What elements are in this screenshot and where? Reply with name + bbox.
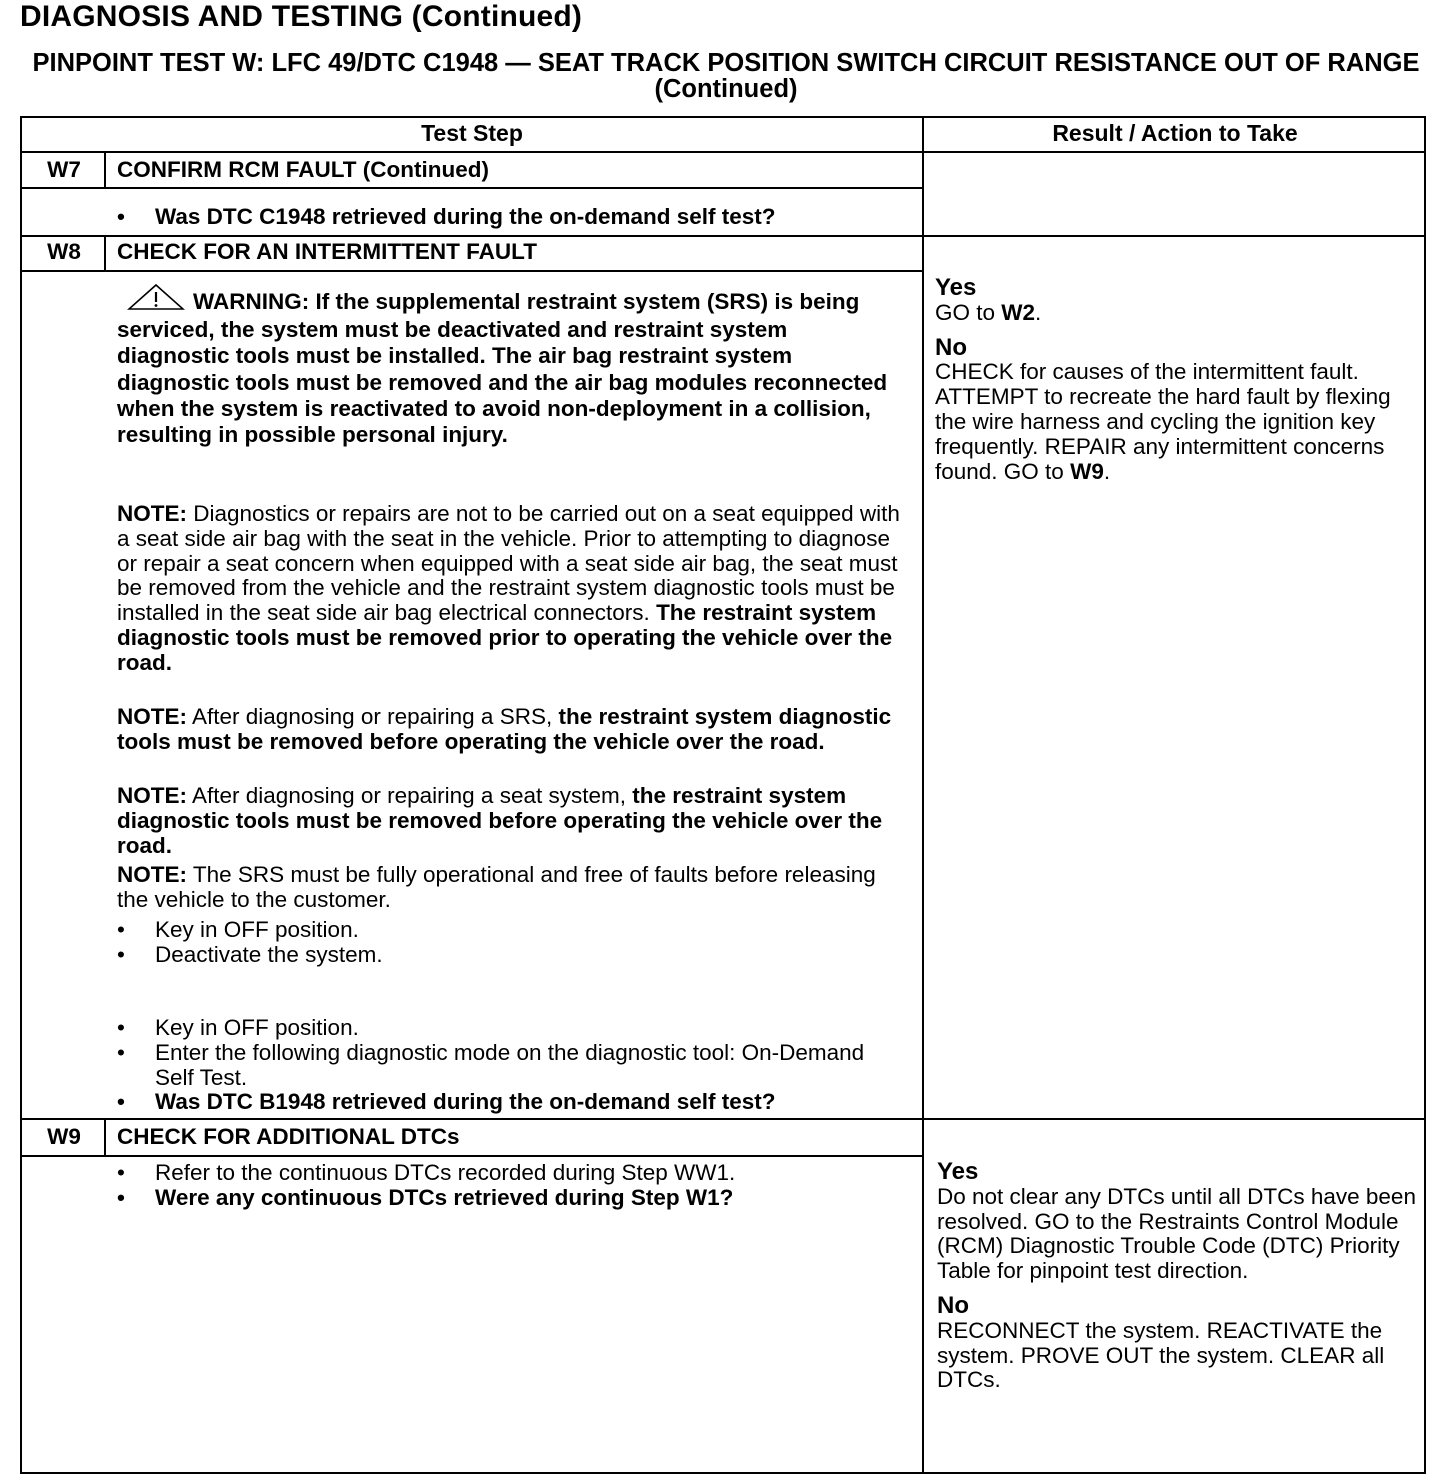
w8-title-divider — [22, 270, 922, 272]
w8-yes-action: GO to W2. — [935, 299, 1042, 325]
bullet-dot-icon: • — [117, 941, 125, 967]
bullet-dot-icon: • — [117, 1089, 125, 1115]
list-item: • Key in OFF position. — [117, 917, 359, 942]
list-item: • Refer to the continuous DTCs recorded during Step WW1. — [117, 1160, 736, 1185]
note-2: NOTE: After diagnosing or repairing a SRS, the restraint system diagnostic tools must be removed before operating the vehicle over the road. — [117, 704, 892, 754]
column-header-result: Result / Action to Take — [1052, 120, 1298, 146]
bullet-dot-icon: • — [117, 1184, 125, 1210]
warning-text: WARNING: If the supplemental restraint system (SRS) is being serviced, the system must be deactivated and restraint system diagnostic tools must be installed. The air bag restraint system diagnostic tools must be removed and the air bag modules reconnected when the system is reactivated to avoid non-deployment in a collision, resulting in possible personal injury. — [117, 289, 888, 448]
pinpoint-test-title: PINPOINT TEST W: LFC 49/DTC C1948 — SEAT TRACK POSITION SWITCH CIRCUIT RESISTANCE OUT OF RANGE (Continued) — [32, 49, 1420, 103]
bullet-dot-icon: • — [117, 917, 125, 942]
list-item: • Key in OFF position. — [117, 1015, 359, 1040]
warning-triangle-icon — [127, 283, 185, 317]
list-item: • Enter the following diagnostic mode on the diagnostic tool: On-Demand Self Test. — [117, 1039, 865, 1090]
step-title-w8: CHECK FOR AN INTERMITTENT FAULT — [117, 239, 537, 264]
w7-question: • Was DTC C1948 retrieved during the on-demand self test? — [117, 204, 776, 229]
warning-block — [117, 283, 902, 448]
w9-title-divider — [22, 1155, 922, 1157]
bullet-dot-icon: • — [117, 1039, 125, 1065]
header-divider — [22, 151, 1426, 153]
step-id-w8: W8 — [47, 239, 81, 264]
step-id-w7: W7 — [47, 157, 81, 182]
note-4: NOTE: The SRS must be fully operational and free of faults before releasing the vehicle to the customer. — [117, 862, 876, 912]
column-header-test-step: Test Step — [421, 120, 523, 146]
w8-question: • Was DTC B1948 retrieved during the on-demand self test? — [117, 1089, 776, 1115]
w8-row-divider — [22, 235, 1426, 237]
w9-no-label: No — [937, 1291, 969, 1319]
w8-result — [935, 276, 1420, 484]
w8-no-action: CHECK for causes of the intermittent fault. ATTEMPT to recreate the hard fault by flexing the wire harness and cycling the ignition key frequently. REPAIR any intermittent concerns found. GO to W9. — [935, 359, 1391, 484]
w9-bullets — [117, 1161, 902, 1211]
step-title-w7: CONFIRM RCM FAULT (Continued) — [117, 157, 490, 182]
w8-bullets-b — [117, 1016, 902, 1115]
w9-yes-label: Yes — [937, 1158, 979, 1185]
column-divider — [922, 118, 924, 1474]
note-1: NOTE: Diagnostics or repairs are not to be carried out on a seat equipped with a seat side air bag with the seat in the vehicle. Prior to attempting to diagnose or repair a seat concern when equipped with a seat side air bag, the seat must be removed from the vehicle and the restraint system diagnostic tools must be installed in the seat side air bag electrical connectors. The restraint system diagnostic tools must be removed prior to operating the vehicle over the road. — [117, 501, 900, 675]
bullet-dot-icon: • — [117, 1160, 125, 1185]
w8-yes-label: Yes — [935, 274, 977, 301]
w9-no-action: RECONNECT the system. REACTIVATE the system. PROVE OUT the system. CLEAR all DTCs. — [937, 1317, 1385, 1393]
step-title-w9: CHECK FOR ADDITIONAL DTCs — [117, 1124, 460, 1149]
test-table — [20, 116, 1426, 1474]
list-item: • Deactivate the system. — [117, 941, 383, 967]
w9-question: • Were any continuous DTCs retrieved during Step W1? — [117, 1184, 734, 1210]
w7-title-divider — [22, 187, 922, 189]
bullet-dot-icon: • — [117, 1015, 125, 1040]
w9-row-divider — [22, 1118, 1426, 1120]
w9-result — [937, 1160, 1422, 1393]
w8-no-label: No — [935, 333, 967, 361]
w8-bullets-a — [117, 918, 902, 968]
w9-yes-action: Do not clear any DTCs until all DTCs have been resolved. GO to the Restraints Control Module (RCM) Diagnostic Trouble Code (DTC) Priority Table for pinpoint test direction. — [937, 1183, 1416, 1284]
note-3: NOTE: After diagnosing or repairing a seat system, the restraint system diagnostic tools must be removed before operating the vehicle over the road. — [117, 783, 883, 858]
step-id-w9: W9 — [47, 1124, 81, 1149]
bullet-dot-icon: • — [117, 204, 125, 229]
section-title: DIAGNOSIS AND TESTING (Continued) — [20, 0, 583, 33]
